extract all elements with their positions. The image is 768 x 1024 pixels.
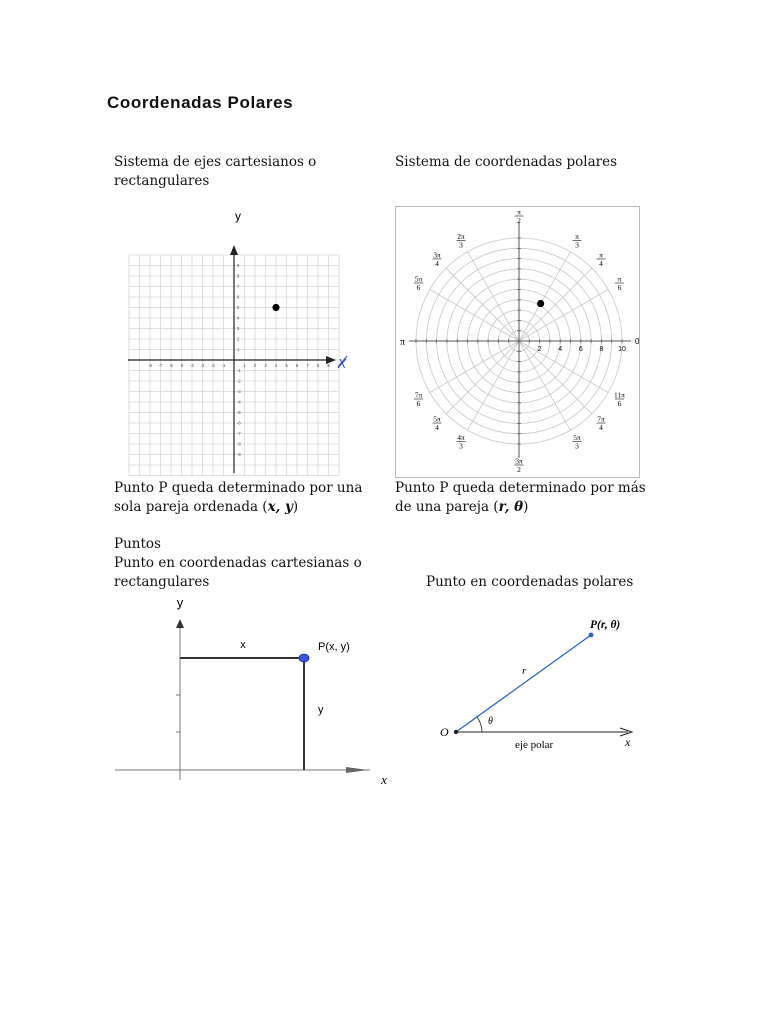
cartesian-y-tick-label: 5 <box>237 305 240 310</box>
cartesian-x-tick-label: 9 <box>327 363 330 368</box>
polar-diagram-x-label: x <box>625 735 631 749</box>
cartesian-y-tick-label: -3 <box>237 389 241 394</box>
puntos-line-2: Punto en coordenadas cartesianas o <box>114 555 362 571</box>
polar-caption <box>395 479 646 517</box>
polar-caption-suffix: ) <box>523 499 529 515</box>
cartesian-y-tick-label: 2 <box>237 336 240 342</box>
cartesian-x-tick-label: -3 <box>200 363 205 368</box>
polar-angle-denominator: 4 <box>435 258 439 268</box>
cartesian-y-tick-label: 7 <box>237 284 240 289</box>
polar-diagram-point-label: P(r, θ) <box>590 619 621 631</box>
cartesian-y-tick-label: 9 <box>237 263 240 268</box>
polar-radius-label: 8 <box>599 346 604 353</box>
cartesian-x-tick-label: -7 <box>158 363 163 368</box>
cart-diagram-side-label: y <box>318 704 324 716</box>
cartesian-x-tick-label: -1 <box>221 363 226 368</box>
cartesian-x-tick-label: -8 <box>148 363 152 368</box>
cartesian-x-tick-label: 1 <box>243 363 246 368</box>
polar-angle-numerator: 2π <box>457 232 465 242</box>
cartesian-x-axis-label: X <box>337 356 347 371</box>
polar-caption-vars: r, θ <box>498 499 524 515</box>
polar-diagram-theta-label: θ <box>488 716 493 727</box>
cartesian-point-p <box>272 304 279 311</box>
polar-diagram-origin-dot <box>454 730 458 734</box>
polar-zero-label: 0 <box>635 337 640 346</box>
cartesian-x-tick-label: -5 <box>179 363 184 368</box>
cartesian-heading <box>114 153 316 191</box>
polar-angle-denominator: 2 <box>517 216 521 225</box>
cartesian-point-diagram <box>110 592 395 792</box>
polar-heading: Sistema de coordenadas polares <box>395 154 618 170</box>
polar-diagram-ray <box>456 635 591 732</box>
cartesian-y-tick-label: 4 <box>237 315 240 321</box>
polar-angle-denominator: 6 <box>416 283 421 292</box>
cartesian-y-tick-label: -1 <box>237 368 241 373</box>
polar-point-heading: Punto en coordenadas polares <box>426 574 634 590</box>
polar-angle-denominator: 4 <box>599 258 603 268</box>
cartesian-y-axis-label: y <box>235 209 241 223</box>
polar-angle-denominator: 4 <box>435 423 439 433</box>
polar-angle-numerator: 5π <box>573 432 581 442</box>
polar-diagram-angle-arc <box>477 717 482 732</box>
polar-diagram-r-label: r <box>522 665 527 677</box>
cartesian-heading-line-1: Sistema de ejes cartesianos o <box>114 154 317 170</box>
cartesian-x-tick-label: 7 <box>306 363 309 368</box>
polar-radius-label: 6 <box>578 346 583 353</box>
polar-angle-numerator: 7π <box>597 414 605 424</box>
cartesian-y-tick-label: 8 <box>237 273 240 279</box>
polar-radius-label: 10 <box>618 346 626 353</box>
polar-angle-denominator: 4 <box>599 423 603 433</box>
cart-diagram-x-label: x <box>381 772 387 787</box>
cartesian-heading-line-2: rectangulares <box>114 173 210 189</box>
polar-angle-numerator: 4π <box>457 432 465 442</box>
polar-angle-numerator: π <box>599 250 603 260</box>
polar-angle-denominator: 3 <box>575 441 579 451</box>
cartesian-y-tick-label: -9 <box>237 452 241 457</box>
cartesian-x-tick-label: -2 <box>211 363 215 368</box>
cartesian-caption-vars: x, y <box>267 499 293 515</box>
cartesian-y-tick-label: -6 <box>237 420 241 426</box>
polar-angle-denominator: 6 <box>416 399 421 408</box>
cartesian-y-tick-label: -8 <box>237 441 241 447</box>
puntos-heading <box>114 535 362 592</box>
cart-diagram-point-label: P(x, y) <box>318 641 350 653</box>
cartesian-caption-prefix: sola pareja ordenada ( <box>114 499 268 515</box>
polar-angle-denominator: 3 <box>575 240 579 250</box>
page-title: Coordenadas Polares <box>107 93 294 112</box>
puntos-line-3: rectangulares <box>114 574 210 590</box>
cartesian-x-tick-label: 6 <box>295 363 299 368</box>
polar-angle-numerator: π <box>575 232 579 242</box>
cart-diagram-y-arrow <box>176 619 184 628</box>
cartesian-x-tick-label: 8 <box>316 363 320 368</box>
polar-angle-numerator: 11π <box>613 390 625 400</box>
cartesian-x-tick-label: -4 <box>190 363 194 368</box>
polar-radius-label: 4 <box>558 346 563 353</box>
polar-point-diagram <box>430 612 645 762</box>
polar-angle-numerator: 5π <box>414 274 423 284</box>
polar-angle-numerator: 3π <box>515 456 523 466</box>
cartesian-x-tick-label: 4 <box>274 363 278 368</box>
cartesian-x-tick-label: -6 <box>169 363 173 368</box>
polar-angle-numerator: 5π <box>433 414 441 424</box>
cartesian-y-tick-label: 6 <box>237 294 240 300</box>
polar-angle-numerator: 3π <box>433 250 441 260</box>
cartesian-y-tick-label: 1 <box>237 347 240 352</box>
polar-angle-denominator: 6 <box>617 399 622 408</box>
cartesian-grid-figure <box>120 205 350 480</box>
polar-caption-prefix: de una pareja ( <box>395 499 499 515</box>
cartesian-caption-suffix: ) <box>292 499 299 515</box>
polar-caption-line-2 <box>395 498 646 517</box>
polar-caption-line-1: Punto P queda determinado por más <box>395 480 646 496</box>
cartesian-y-tick-label: -7 <box>237 431 241 436</box>
polar-angle-numerator: π <box>517 207 521 217</box>
polar-diagram-point <box>589 633 594 638</box>
polar-angle-denominator: 6 <box>617 283 622 292</box>
cartesian-caption <box>114 479 362 517</box>
polar-angle-denominator: 2 <box>517 465 521 474</box>
polar-point-p <box>537 300 544 307</box>
puntos-line-1: Puntos <box>114 536 161 552</box>
polar-angle-numerator: 7π <box>414 390 423 400</box>
cartesian-y-tick-label: -5 <box>237 410 241 415</box>
cartesian-y-tick-label: -4 <box>237 399 241 405</box>
polar-angle-denominator: 3 <box>459 441 463 451</box>
polar-grid-figure <box>395 206 645 478</box>
cartesian-caption-line-1: Punto P queda determinado por una <box>114 480 363 496</box>
polar-angle-numerator: π <box>617 274 622 284</box>
polar-diagram-origin-label: O <box>440 725 449 739</box>
cart-diagram-x-arrow <box>346 767 368 773</box>
cartesian-x-tick-label: 2 <box>253 363 257 368</box>
cart-diagram-point <box>299 654 309 662</box>
cartesian-caption-line-2 <box>114 498 362 517</box>
polar-radius-label: 2 <box>537 346 542 353</box>
cartesian-y-arrow <box>230 245 238 255</box>
cartesian-y-tick-label: -2 <box>237 378 241 384</box>
polar-diagram-axis-label: eje polar <box>515 739 554 751</box>
polar-angle-denominator: 3 <box>459 240 463 250</box>
cartesian-x-tick-label: 3 <box>264 363 267 368</box>
cartesian-x-tick-label: 5 <box>285 363 288 368</box>
polar-pi-label: π <box>400 337 406 348</box>
cart-diagram-top-label: x <box>240 639 246 651</box>
cart-diagram-y-label: y <box>176 595 184 610</box>
cartesian-y-tick-label: 3 <box>237 326 240 331</box>
